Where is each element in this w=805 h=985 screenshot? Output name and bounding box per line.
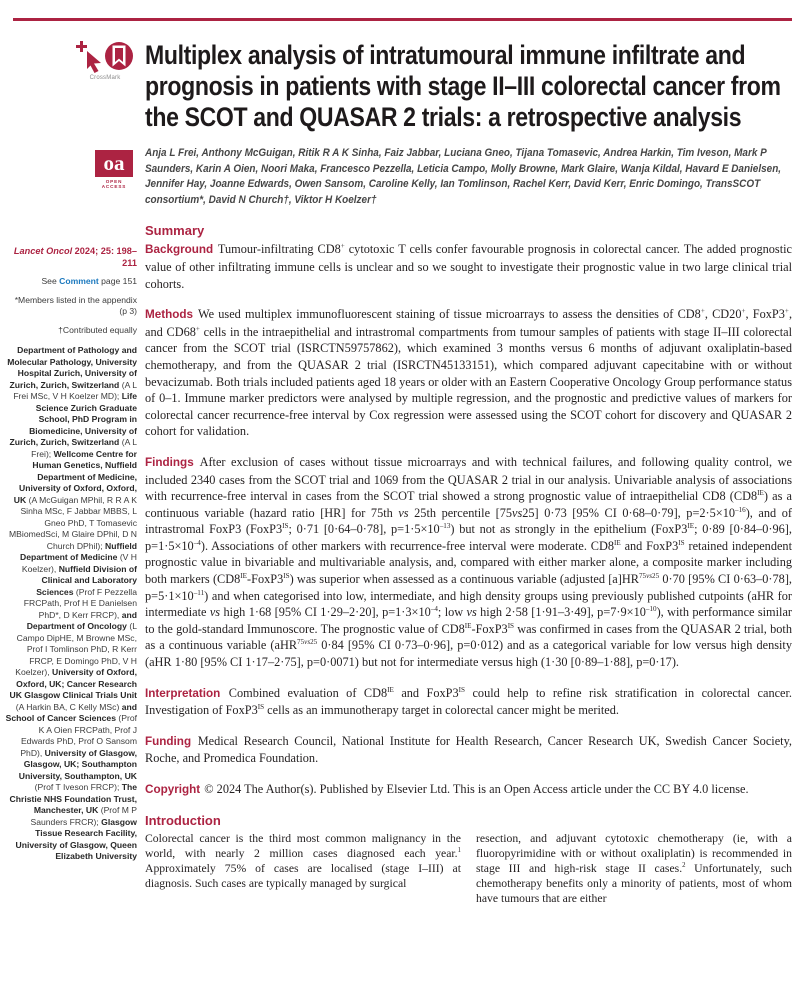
background-paragraph: Background Tumour-infiltrating CD8+ cytotoxic T cells confer favourable prognosis in colorectal cancer. The added prognostic value of other infiltrating immune cells is unclear and so we sought to investigate their prognostic value in two large clinical trial cohorts. [145, 242, 792, 291]
sidebar [5, 246, 137, 863]
copyright-paragraph: Copyright © 2024 The Author(s). Published by Elsevier Ltd. This is an Open Access article under the CC BY 4.0 license. [145, 782, 749, 796]
methods-label: Methods [145, 308, 194, 322]
interpretation-paragraph: Interpretation Combined evaluation of $CD8^{IE}$ and $FoxP3^{IS}$ could help to refine risk stratification in colorectal cancer. Investigation of $FoxP3^{IS}$ cells as an immunotherapy target in colorectal cancer might be merited. [145, 685, 793, 718]
affiliation-name: University of Oxford, Oxford, UK; Cancer Research UK Glasgow Clinical Trials Unit [9, 667, 137, 700]
affiliation-name: and Department of Oncology [26, 609, 137, 631]
article-title: Multiplex analysis of intratumoural immune infiltrate and prognosis in patients with stage II–III colorectal cancer from the SCOT and QUASAR 2 trials: a retrospective analysis [145, 40, 781, 132]
affiliation-people: (V H Koelzer), [21, 552, 137, 574]
appendix-note: *Members listed in the appendix (p 3) [14, 294, 137, 316]
see-comment-line: See Comment page 151 [41, 276, 137, 286]
crossmark-icon [73, 40, 137, 74]
comment-link[interactable]: Comment [59, 276, 99, 286]
journal-top-rule [13, 18, 792, 21]
affiliation-name: Department of Pathology and Molecular Pathology, University Hospital Zurich, University of Zurich, Zurich, Switzerland [7, 345, 137, 390]
methods-paragraph: Methods We used multiplex immunofluorescent staining of tissue microarrays to assess the densities of CD8+, CD20+, FoxP3+, and CD68+ cells in the intraepithelial and intrastromal compartments from tumour samples of patients with stage II–III colorectal cancer from the SCOT trial (ISRCTN59757862), which examined 3 months versus 6 months of adjuvant oxaliplatin-based chemotherapy, and from the QUASAR 2 trial (ISRCTN45133151), which compared adjuvant capecitabine with or without bevacizumab. Both trials included patients aged 18 years or older with an Eastern Cooperative Oncology Group performance status of 0–1. Immune marker predictors were analysed by multiple regression, and the prognostic and predictive values of markers for colorectal cancer recurrence-free interval by Cox regression were assessed using the SCOT cohort for discovery and QUASAR 2 cohort for validation. [145, 307, 793, 439]
affiliation-people: (A Harkin BA, C Kelly MSc) [15, 701, 122, 712]
affiliation-people: (Prof M P Saunders FRCR); [30, 805, 137, 827]
open-access-logo [95, 150, 133, 189]
affiliation-name: The Christie NHS Foundation Trust, Manchester, UK [9, 782, 137, 815]
funding-paragraph: Funding Medical Research Council, National Institute for Health Research, Cancer Research UK, Swedish Cancer Society, Roche, and Promedica Foundation. [145, 733, 792, 766]
affiliation-name: Wellcome Centre for Human Genetics, Nuffield Department of Medicine, University of Oxford, Oxford, UK [13, 448, 137, 505]
summary-section [145, 223, 792, 798]
affiliation-name: Life Science Zurich Graduate School, PhD Program in Biomedicine, University of Zurich, Zurich, Switzerland [9, 391, 137, 447]
crossmark-badge[interactable] [73, 40, 137, 81]
contributed-equally-note: †Contributed equally [58, 324, 137, 335]
findings-label: Findings [145, 455, 194, 469]
funding-label: Funding [145, 734, 192, 748]
findings-paragraph: Findings After exclusion of cases without tissue microarrays and with technical failures, and following quality control, we included 2340 cases from the SCOT trial and 1069 from the QUASAR 2 trial in our analysis. Univariable analysis of associations with recurrence-free interval in cases from the SCOT trial showed a strong prognostic value of intraepithelial CD8 $(CD8^{IE})$ as a continuous variable (hazard ratio [HR] for 75th vs 25th percentile [75vs25] 0·73 [95% CI 0·68–0·79], $p=2\cdot 5\times 10^{-16}$), and of intrastromal FoxP3 ($FoxP3^{IS}$; 0·71 [0·64–0·78], $p=1\cdot 5\times 10^{-13}$) but not as strongly in the epithelium ($FoxP3^{IE}$; 0·89 [0·84–0·96], $p=1\cdot 5\times 10^{-4}$). Associations of other markers with recurrence-free interval were moderate. $CD8^{IE}$ and $FoxP3^{IS}$ retained independent prognostic value in bivariable and multivariable analysis, and, compared with either marker alone, a composite marker including both markers $(CD8^{IE}-FoxP3^{IS})$ was superior when assessed as a continuous variable (adjusted $[a]HR^{75vs25}$ 0·70 [95% CI 0·63–0·78], $p=5\cdot 1\times 10^{-11}$) and when categorised into low, intermediate, and high density groups using previously published cutpoints (aHR for intermediate vs high 1·68 [95% CI 1·29–2·20], $p=1\cdot 3\times 10^{-4}$; low vs high 2·58 [1·91–3·49], $p=7\cdot 9\times 10^{-10}$), with performance similar to the gold-standard Immunoscore. The prognostic value of $CD8^{IE}-FoxP3^{IS}$ was confirmed in cases from the QUASAR 2 trial, both as a continuous variable (aHR$^{75vs25}$ 0·84 [95% CI 0·73–0·96], p=0·012) and as a categorical variable for low versus high density (aHR 1·80 [95% CI 1·17–2·75], p=0·0071) but not for intermediate versus high (1·30 [0·89–1·88], p=0·17). [145, 454, 793, 670]
affiliation-people: (L Campo DipHE, M Browne MSc, Prof I Tomlinson PhD, R Kerr FRCP, E Domingo PhD, V H Koelzer), [15, 621, 137, 677]
introduction-column-right: resection, and adjuvant cytotoxic chemotherapy (ie, with a fluoropyrimidine with or without oxaliplatin) is recommended in stage III and high-risk stage II cases.$^2$ Unfortunately, such chemotherapy benefits only a minority of patients, most of whom have tumours that are either [476, 831, 792, 906]
open-access-icon: oa [95, 150, 133, 177]
affiliations [5, 345, 137, 863]
affiliation-name: University of Glasgow, Glasgow, UK; Southampton University, Southampton, UK [18, 747, 137, 781]
background-label: Background [145, 243, 214, 257]
affiliation-people: (A L Frei); [31, 437, 137, 459]
affiliation-people: (A McGuigan MPhil, R R A K Sinha MSc, F Jabbar MBBS, L Gneo PhD, T Tomasevic MBiomedSci, M Glaire DPhil, D N Church DPhil); [9, 494, 137, 551]
affiliation-name: Nuffield Division of Clinical and Laboratory Sciences [36, 563, 137, 597]
author-list: Anja L Frei, Anthony McGuigan, Ritik R A K Sinha, Faiz Jabbar, Luciana Gneo, Tijana Tomasevic, Andrea Harkin, Tim Iveson, Mark P Saunders, Karin A Oien, Noori Maka, Francesco Pezzella, Leticia Campo, Molly Browne, Mark Glaire, Wanja Kildal, Havard E Danielsen, Jennifer Hay, Joanne Edwards, Owen Sansom, Caroline Kelly, Ian Tomlinson, Rachel Kerr, David Kerr, Enric Domingo, TransSCOT consortium*, David N Church†, Viktor H Koelzer† [145, 147, 782, 206]
crossmark-label: CrossMark [89, 75, 121, 81]
introduction-section [145, 813, 792, 907]
open-access-label: OPEN ACCESS [101, 179, 127, 189]
affiliation-people: (A L Frei MSc, V H Koelzer MD); [13, 379, 137, 401]
introduction-heading: Introduction [145, 812, 221, 828]
affiliation-people: (Prof F Pezzella FRCPath, Prof H E Danielsen PhD*, D Kerr FRCP), [23, 586, 137, 620]
main-content [145, 40, 792, 907]
affiliation-name: and School of Cancer Sciences [5, 701, 137, 723]
affiliation-people: (Prof T Iveson FRCP); [34, 782, 122, 792]
journal-citation: Lancet Oncol 2024; 25: 198–211 [13, 246, 137, 268]
introduction-column-left: Colorectal cancer is the third most common malignancy in the world, with nearly 2 million cases diagnosed each year.$^1$ Approximately 75% of cases are localised (stage I–III) at diagnosis. Such cases are typically managed by surgical [145, 831, 461, 891]
summary-heading: Summary [145, 223, 205, 239]
journal-name: Lancet Oncol [13, 246, 73, 256]
affiliation-name: Nuffield Department of Medicine [20, 540, 137, 562]
affiliation-name: Glasgow Tissue Research Facility, University of Glasgow, Queen Elizabeth University [15, 816, 137, 861]
interpretation-label: Interpretation [145, 686, 221, 700]
copyright-label: Copyright [145, 783, 201, 796]
affiliation-people: (Prof K A Oien FRCPath, Prof J Edwards PhD, Prof O Sansom PhD), [20, 713, 137, 758]
